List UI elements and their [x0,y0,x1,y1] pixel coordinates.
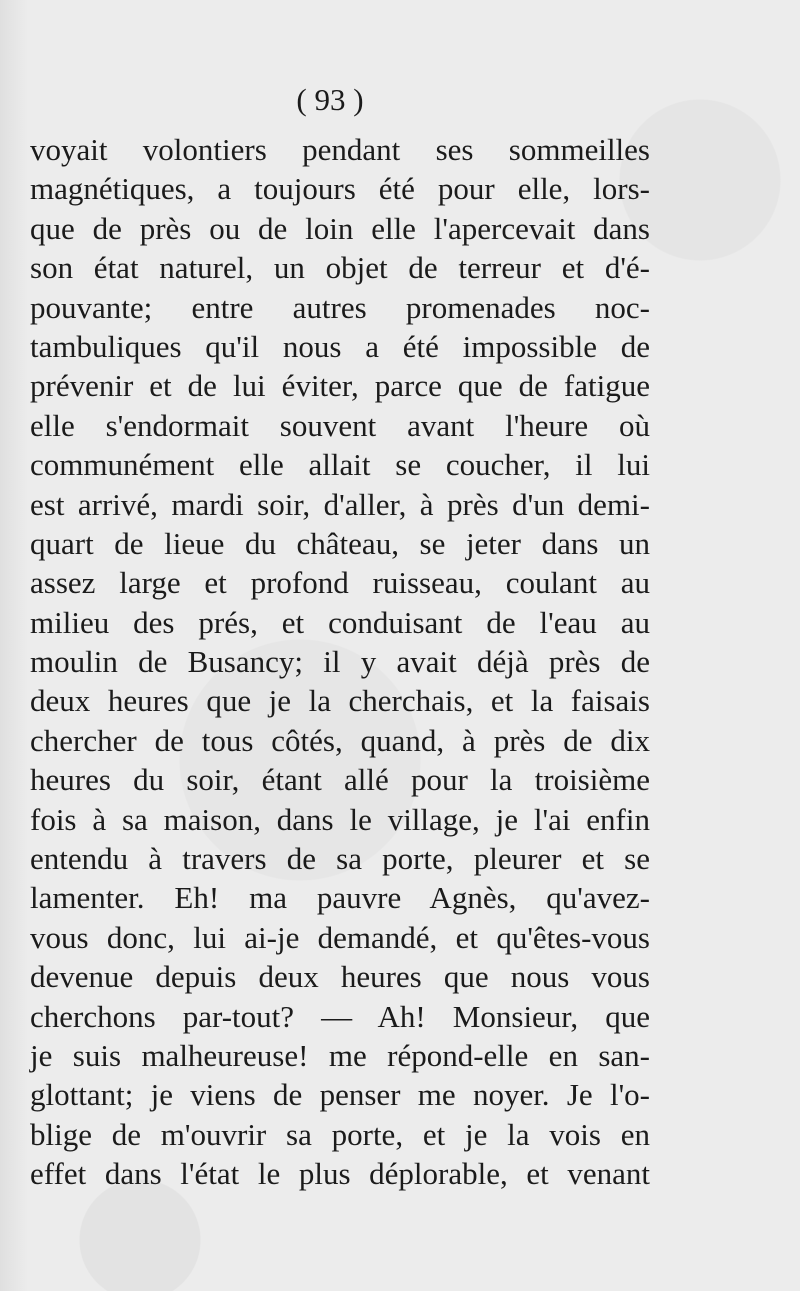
text-line: magnétiques, a toujours été pour elle, lors- [30,171,650,207]
text-line: glottant; je viens de penser me noyer. Je l'o- [30,1077,650,1113]
text-line: quart de lieue du château, se jeter dans un [30,525,650,561]
text-line: est arrivé, mardi soir, d'aller, à près d'un demi- [30,486,650,522]
body-text [30,130,650,1194]
text-line: fois à sa maison, dans le village, je l'ai enfin [30,801,650,837]
text-line: blige de m'ouvrir sa porte, et je la vois en [30,1116,650,1152]
text-line: que de près ou de loin elle l'apercevait dans [30,210,650,246]
text-line: je suis malheureuse! me répond-elle en san- [30,1037,650,1073]
text-line: lamenter. Eh! ma pauvre Agnès, qu'avez- [30,880,650,916]
text-line: heures du soir, étant allé pour la troisième [30,762,650,798]
text-line: prévenir et de lui éviter, parce que de fatigue [30,368,650,404]
text-line: son état naturel, un objet de terreur et d'é- [30,250,650,286]
text-line: cherchons par-tout? — Ah! Monsieur, que [30,998,650,1034]
text-line: milieu des prés, et conduisant de l'eau au [30,604,650,640]
text-line: pouvante; entre autres promenades noc- [30,289,650,325]
text-line: vous donc, lui ai-je demandé, et qu'êtes-vous [30,919,650,955]
page-number: ( 93 ) [296,82,364,117]
text-line: deux heures que je la cherchais, et la faisais [30,683,650,719]
text-line: entendu à travers de sa porte, pleurer et se [30,841,650,877]
page-edge-shadow [0,0,28,1291]
text-line: effet dans l'état le plus déplorable, et venant [30,1156,650,1192]
text-line: chercher de tous côtés, quand, à près de dix [30,722,650,758]
text-line: devenue depuis deux heures que nous vous [30,959,650,995]
text-line: elle s'endormait souvent avant l'heure où [30,407,650,443]
text-line: tambuliques qu'il nous a été impossible de [30,328,650,364]
text-line: moulin de Busancy; il y avait déjà près de [30,644,650,680]
text-line: communément elle allait se coucher, il lui [30,447,650,483]
text-line: voyait volontiers pendant ses sommeilles [30,132,650,167]
text-line: assez large et profond ruisseau, coulant au [30,565,650,601]
